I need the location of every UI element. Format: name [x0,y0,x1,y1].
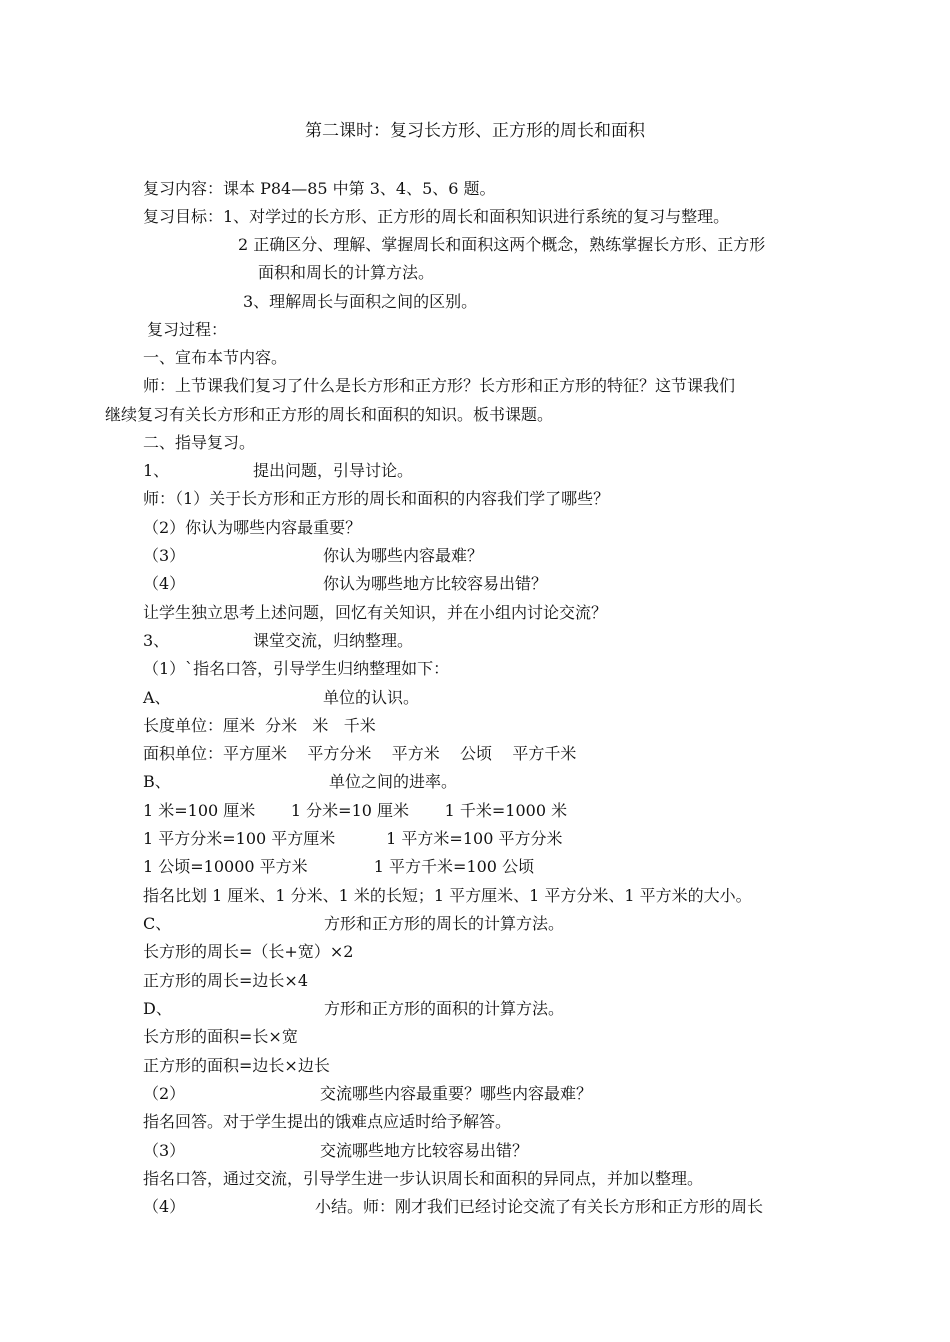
part-4-text: 小结。师：刚才我们已经讨论交流了有关长方形和正方形的周长 [315,1197,764,1216]
item-b-text: 单位之间的进率。 [329,772,458,791]
item-d-text: 方形和正方形的面积的计算方法。 [324,999,565,1018]
student-think-line: 让学生独立思考上述问题，回忆有关知识，并在小组内讨论交流？ [143,603,608,622]
part-2-number: （2） [143,1084,186,1103]
rect-perimeter-formula: 长方形的周长=（长+宽）×2 [143,942,354,961]
part-3-answer: 指名口答，通过交流，引导学生进一步认识周长和面积的异同点，并加以整理。 [143,1169,704,1188]
gesture-line: 指名比划 1 厘米、1 分米、1 米的长短；1 平方厘米、1 平方分米、1 平方米的大小。 [143,886,752,905]
part-2-text: 交流哪些内容最重要？哪些内容最难？ [320,1084,593,1103]
review-goal-2: 2 正确区分、理解、掌握周长和面积这两个概念，熟练掌握长方形、正方形 [238,235,766,254]
length-conversions: 1 米=100 厘米 1 分米=10 厘米 1 千米=1000 米 [143,801,568,820]
question-1: 师：（1）关于长方形和正方形的周长和面积的内容我们学了哪些？ [143,489,610,508]
square-perimeter-formula: 正方形的周长=边长×4 [143,971,308,990]
section-one-heading: 一、宣布本节内容。 [143,348,288,367]
area-conversions-1: 1 平方分米=100 平方厘米 1 平方米=100 平方分米 [143,829,563,848]
step-1-number: 1、 [143,461,170,480]
question-4-number: （4） [143,574,186,593]
item-c-text: 方形和正方形的周长的计算方法。 [324,914,565,933]
square-area-formula: 正方形的面积=边长×边长 [143,1056,330,1075]
length-units: 长度单位：厘米 分米 米 千米 [143,716,376,735]
oral-answer-line: （1）`指名口答，引导学生归纳整理如下： [143,659,450,678]
item-c-letter: C、 [143,914,172,933]
item-b-letter: B、 [143,772,171,791]
area-units: 面积单位：平方厘米 平方分米 平方米 公顷 平方千米 [143,744,577,763]
review-content: 复习内容：课本 P84—85 中第 3、4、5、6 题。 [143,179,496,198]
teacher-intro-line-1: 师：上节课我们复习了什么是长方形和正方形？长方形和正方形的特征？这节课我们 [143,376,736,395]
document-title: 第二课时：复习长方形、正方形的周长和面积 [305,121,645,141]
part-4-number: （4） [143,1197,186,1216]
review-process-heading: 复习过程： [147,320,228,339]
question-2: （2）你认为哪些内容最重要？ [143,518,362,537]
part-2-answer: 指名回答。对于学生提出的饿难点应适时给予解答。 [143,1112,512,1131]
step-1-text: 提出问题，引导讨论。 [253,461,414,480]
step-3-number: 3、 [143,631,170,650]
item-d-letter: D、 [143,999,172,1018]
question-4-text: 你认为哪些地方比较容易出错？ [323,574,548,593]
review-goal-1: 复习目标：1、对学过的长方形、正方形的周长和面积知识进行系统的复习与整理。 [143,207,730,226]
question-3-number: （3） [143,546,186,565]
area-conversions-2: 1 公顷=10000 平方米 1 平方千米=100 公顷 [143,857,535,876]
item-a-letter: A、 [143,688,171,707]
section-two-heading: 二、指导复习。 [143,433,256,452]
step-3-text: 课堂交流，归纳整理。 [253,631,414,650]
teacher-intro-line-2: 继续复习有关长方形和正方形的周长和面积的知识。板书课题。 [105,405,554,424]
part-3-text: 交流哪些地方比较容易出错？ [320,1141,529,1160]
question-3-text: 你认为哪些内容最难？ [323,546,484,565]
review-goal-2-cont: 面积和周长的计算方法。 [258,263,435,282]
part-3-number: （3） [143,1141,186,1160]
review-goal-3: 3、理解周长与面积之间的区别。 [243,292,478,311]
item-a-text: 单位的认识。 [323,688,420,707]
rect-area-formula: 长方形的面积=长×宽 [143,1027,298,1046]
